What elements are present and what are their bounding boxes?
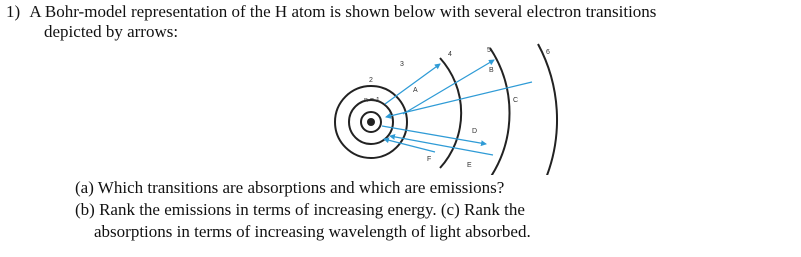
label-n4: 4 bbox=[448, 51, 452, 58]
part-b-text-line2: absorptions in terms of increasing wavelength of light absorbed. bbox=[94, 222, 531, 241]
label-n3: 3 bbox=[400, 61, 404, 68]
label-e: E bbox=[467, 162, 472, 169]
label-a: A bbox=[413, 87, 418, 94]
nucleus bbox=[367, 118, 375, 126]
label-n2: 2 bbox=[369, 77, 373, 84]
orbit-n6 bbox=[538, 44, 557, 175]
bohr-model-diagram bbox=[300, 40, 590, 175]
transition-arrow-d bbox=[382, 126, 486, 144]
question-text-line2: depicted by arrows: bbox=[44, 22, 179, 41]
transition-arrow-a bbox=[385, 64, 440, 104]
label-n5: 5 bbox=[487, 47, 491, 54]
question-number: 1) bbox=[6, 2, 21, 21]
label-n1: n = 1 bbox=[364, 97, 380, 104]
label-d: D bbox=[472, 128, 478, 135]
label-b: B bbox=[489, 67, 494, 74]
question-text-line1: A Bohr-model representation of the H atom is shown below with several electron transitions bbox=[29, 2, 657, 21]
label-c: C bbox=[513, 97, 519, 104]
label-f: F bbox=[427, 156, 432, 163]
transition-arrow-e bbox=[390, 136, 493, 155]
part-a-text: (a) Which transitions are absorptions and which are emissions? bbox=[75, 178, 505, 197]
orbit-n4 bbox=[440, 58, 461, 168]
question-intro bbox=[6, 2, 656, 22]
transition-arrow-f bbox=[384, 139, 435, 152]
label-n6: 6 bbox=[546, 49, 550, 56]
part-b-text-line1: (b) Rank the emissions in terms of increasing energy. (c) Rank the bbox=[75, 200, 525, 219]
